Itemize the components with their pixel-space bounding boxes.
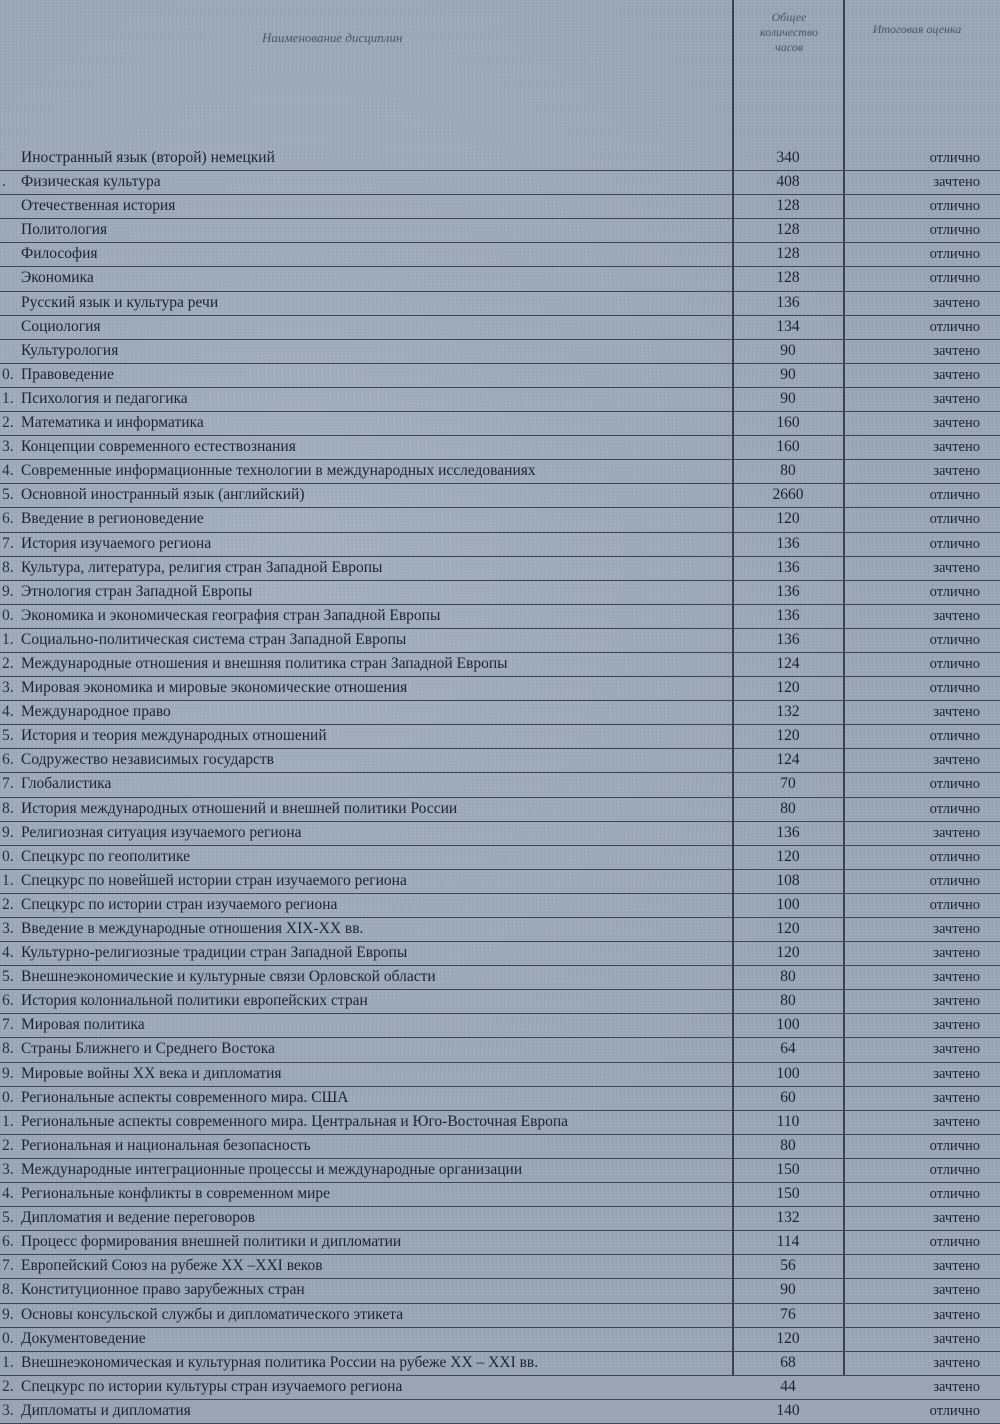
row-number: 6. [2,510,14,528]
total-hours: 128 [776,221,800,239]
table-row [0,605,1000,629]
row-number: 7. [2,534,14,552]
final-grade: отлично [929,487,980,504]
discipline-name: Внешнеэкономические и культурные связи Орловской области [21,968,436,986]
discipline-name: Культура, литература, религия стран Западной Европы [21,558,383,576]
row-number: 1. [2,871,14,889]
total-hours: 150 [776,1160,800,1178]
total-hours: 120 [776,510,800,528]
discipline-name: Страны Ближнего и Среднего Востока [21,1040,275,1058]
total-hours: 44 [780,1377,796,1395]
row-number: 3. [2,679,14,697]
total-hours: 120 [776,920,800,937]
discipline-name: Спецкурс по геополитике [21,847,191,865]
final-grade: зачтено [933,439,980,456]
final-grade: отлично [929,776,980,793]
row-number: 6. [2,992,14,1010]
discipline-name: Мировая экономика и мировые экономические отношения [21,679,408,697]
discipline-name: Иностранный язык (второй) немецкий [21,149,275,166]
total-hours: 136 [776,558,800,576]
table-row [0,798,1000,822]
row-number: 9. [2,582,14,600]
final-grade: зачтено [933,1065,980,1082]
discipline-name: Дипломаты и дипломатия [21,1401,191,1419]
discipline-name: Русский язык и культура речи [21,293,219,311]
row-number: 9. [2,823,14,841]
table-row [0,508,1000,532]
final-grade: зачтено [933,1089,980,1106]
final-grade: зачтено [933,1354,980,1371]
discipline-name: Дипломатия и ведение переговоров [21,1209,256,1227]
table-row [0,340,1000,364]
row-number: 3. [2,1160,14,1178]
row-number: 1. [2,1112,14,1130]
row-number: 1. [2,389,14,407]
total-hours: 56 [780,1257,796,1275]
total-hours: 108 [776,871,800,889]
table-row [0,918,1000,942]
total-hours: 80 [780,992,796,1010]
final-grade: зачтено [933,921,980,937]
table-row [0,1328,1000,1352]
final-grade: зачтено [933,463,980,480]
table-row [0,966,1000,990]
discipline-name: Международные отношения и внешняя политика стран Западной Европы [21,654,508,672]
discipline-name: Спецкурс по новейшей истории стран изучаемого региона [21,871,407,889]
table-row [0,1376,1000,1400]
final-grade: зачтено [933,415,980,432]
final-grade: отлично [929,198,980,215]
discipline-name: Политология [21,221,108,239]
final-grade: отлично [929,1402,980,1419]
total-hours: 76 [780,1305,796,1323]
row-number: 1. [2,630,14,648]
table-row [0,894,1000,918]
final-grade: отлично [929,1161,980,1178]
table-row [0,388,1000,412]
discipline-name: Региональная и национальная безопасность [21,1136,311,1154]
row-number: 8. [2,1040,14,1058]
total-hours: 136 [776,534,800,552]
row-number: 1. [2,1353,14,1371]
table-row [0,1207,1000,1231]
discipline-name: Социология [21,317,101,335]
row-number: 0. [2,847,14,865]
discipline-name: Глобалистика [21,775,112,793]
table-row [0,942,1000,966]
discipline-name: Мировые войны XX века и дипломатия [21,1064,282,1082]
row-number: 6. [2,1233,14,1251]
row-number: 0. [2,1088,14,1106]
row-number: 2. [2,1377,14,1395]
discipline-name: Региональные аспекты современного мира. США [21,1088,349,1106]
total-hours: 128 [776,197,800,215]
final-grade: зачтено [933,174,980,191]
row-number: 5. [2,486,14,504]
discipline-name: Введение в международные отношения XIX-XX вв. [21,920,364,937]
final-grade: отлично [929,318,980,335]
table-row [0,1014,1000,1038]
row-number: 2. [2,414,14,432]
discipline-name: Международные интеграционные процессы и международные организации [21,1160,523,1178]
final-grade: отлично [929,222,980,239]
row-number: 7. [2,1257,14,1275]
table-row [0,364,1000,388]
total-hours: 136 [776,630,800,648]
total-hours: 136 [776,582,800,600]
table-row [0,870,1000,894]
table-row [0,653,1000,677]
total-hours: 80 [780,968,796,986]
discipline-name: Экономика и экономическая география стран Западной Европы [21,606,441,624]
total-hours: 128 [776,269,800,287]
total-hours: 68 [780,1353,796,1371]
table-row [0,1352,1000,1376]
row-number: 7. [2,1016,14,1034]
final-grade: отлично [929,535,980,552]
table-row [0,460,1000,484]
table-row [0,1183,1000,1207]
row-number: 4. [2,1185,14,1203]
row-number: 9. [2,1305,14,1323]
discipline-name: История колониальной политики европейских стран [21,992,368,1010]
final-grade: отлично [929,511,980,528]
discipline-name: Введение в регионоведение [21,510,204,528]
table-row [0,243,1000,267]
table-row [0,1111,1000,1135]
total-hours: 408 [776,173,800,191]
table-row [0,292,1000,316]
discipline-name: Психология и педагогика [21,389,188,407]
row-number: 0. [2,606,14,624]
total-hours: 90 [780,389,796,407]
total-hours: 128 [776,245,800,263]
final-grade: отлично [929,246,980,263]
table-row [0,1159,1000,1183]
final-grade: отлично [929,680,980,697]
final-grade: отлично [929,270,980,287]
total-hours: 80 [780,1136,796,1154]
discipline-name: Отечественная история [21,197,176,215]
final-grade: зачтено [933,704,980,721]
table-header [0,0,1000,150]
final-grade: отлично [929,1137,980,1154]
discipline-name: Мировая политика [21,1016,145,1034]
total-hours: 2660 [772,486,804,504]
table-row [0,1255,1000,1279]
table-row [0,822,1000,846]
final-grade: отлично [929,848,980,865]
discipline-name: Международное право [21,703,171,721]
final-grade: отлично [929,631,980,648]
row-number: 5. [2,968,14,986]
discipline-name: История международных отношений и внешней политики России [21,799,458,817]
row-number: 8. [2,799,14,817]
final-grade: зачтено [933,559,980,576]
table-row [0,1087,1000,1111]
total-hours: 150 [776,1185,800,1203]
total-hours: 70 [780,775,796,793]
discipline-name: Культурология [21,341,119,359]
discipline-name: Документоведение [21,1329,146,1347]
row-number: 4. [2,944,14,962]
table-row [0,701,1000,725]
total-hours: 100 [776,895,800,913]
row-number: 3. [2,920,14,937]
discipline-name: Современные информационные технологии в международных исследованиях [21,462,536,480]
final-grade: зачтено [933,969,980,986]
discipline-name: Конституционное право зарубежных стран [21,1281,305,1299]
table-row [0,484,1000,508]
total-hours: 132 [776,703,800,721]
final-grade: зачтено [933,945,980,962]
total-hours: 120 [776,847,800,865]
row-number: 5. [2,1209,14,1227]
table-row [0,1279,1000,1303]
discipline-name: Внешнеэкономическая и культурная политика России на рубеже XX – XXI вв. [21,1353,539,1371]
row-number: 0. [2,1329,14,1347]
table-row [0,171,1000,195]
final-grade: отлично [929,872,980,889]
total-hours: 134 [776,317,800,335]
table-row [0,773,1000,797]
final-grade: зачтено [933,1306,980,1323]
total-hours: 132 [776,1209,800,1227]
total-hours: 136 [776,823,800,841]
table-row [0,990,1000,1014]
discipline-name: Региональные конфликты в современном мире [21,1185,331,1203]
total-hours: 64 [780,1040,796,1058]
discipline-name: Этнология стран Западной Европы [21,582,253,600]
row-number: 9. [2,1064,14,1082]
total-hours: 90 [780,1281,796,1299]
total-hours: 80 [780,799,796,817]
table-row [0,1038,1000,1062]
final-grade: зачтено [933,1113,980,1130]
table-row [0,533,1000,557]
final-grade: зачтено [933,390,980,407]
total-hours: 120 [776,727,800,745]
total-hours: 340 [776,149,800,166]
discipline-name: Правоведение [21,365,114,383]
table-row [0,1063,1000,1087]
table-row [0,267,1000,291]
table-row [0,1304,1000,1328]
final-grade: зачтено [933,752,980,769]
discipline-name: Концепции современного естествознания [21,438,296,456]
final-grade: зачтено [933,294,980,311]
row-number: 3. [2,438,14,456]
table-row [0,1231,1000,1255]
total-hours: 124 [776,654,800,672]
row-number: 5. [2,727,14,745]
final-grade: зачтено [933,342,980,359]
row-number: 4. [2,703,14,721]
header-discipline: Наименование дисциплин [262,30,403,45]
total-hours: 160 [776,414,800,432]
final-grade: зачтено [933,1041,980,1058]
discipline-name: История изучаемого региона [21,534,212,552]
final-grade: отлично [929,728,980,745]
final-grade: отлично [929,583,980,600]
final-grade: зачтено [933,1258,980,1275]
total-hours: 124 [776,751,800,769]
row-number: 8. [2,558,14,576]
total-hours: 136 [776,293,800,311]
row-number: 4. [2,462,14,480]
final-grade: зачтено [933,1330,980,1347]
discipline-name: Социально-политическая система стран Западной Европы [21,630,407,648]
total-hours: 120 [776,679,800,697]
total-hours: 90 [780,341,796,359]
final-grade: зачтено [933,1210,980,1227]
discipline-name: Региональные аспекты современного мира. Центральная и Юго-Восточная Европа [21,1112,569,1130]
table-row [0,581,1000,605]
discipline-name: Экономика [21,269,94,287]
table-row [0,316,1000,340]
discipline-name: Основной иностранный язык (английский) [21,486,305,504]
discipline-name: Математика и информатика [21,414,204,432]
total-hours: 80 [780,462,796,480]
row-number: 7. [2,775,14,793]
discipline-name: Религиозная ситуация изучаемого региона [21,823,302,841]
total-hours: 110 [776,1112,800,1130]
table-row [0,749,1000,773]
row-number: 2. [2,895,14,913]
discipline-name: Основы консульской службы и дипломатического этикета [21,1305,404,1323]
header-hours: Общее количество часов [759,10,819,54]
row-number: 3. [2,1401,14,1419]
table-row [0,725,1000,749]
table-row [0,1400,1000,1424]
total-hours: 120 [776,944,800,962]
discipline-name: Европейский Союз на рубеже XX –XXI веков [21,1257,323,1275]
discipline-name: Спецкурс по истории стран изучаемого региона [21,895,338,913]
final-grade: зачтено [933,1378,980,1395]
total-hours: 140 [776,1401,800,1419]
final-grade: зачтено [933,366,980,383]
total-hours: 100 [776,1064,800,1082]
total-hours: 136 [776,606,800,624]
final-grade: зачтено [933,607,980,624]
total-hours: 90 [780,365,796,383]
total-hours: 114 [776,1233,800,1251]
final-grade: отлично [929,800,980,817]
total-hours: 100 [776,1016,800,1034]
table-row [0,195,1000,219]
table-row [0,557,1000,581]
total-hours: 120 [776,1329,800,1347]
table-row [0,846,1000,870]
final-grade: зачтено [933,1282,980,1299]
row-number: . [2,173,6,191]
table-row [0,147,1000,171]
discipline-name: Философия [21,245,98,263]
discipline-name: История и теория международных отношений [21,727,327,745]
discipline-name: Физическая культура [21,173,161,191]
discipline-table-body [0,147,1000,1424]
table-row [0,219,1000,243]
discipline-name: Спецкурс по истории культуры стран изучаемого региона [21,1377,403,1395]
discipline-name: Культурно-религиозные традиции стран Западной Европы [21,944,408,962]
final-grade: отлично [929,896,980,913]
table-row [0,436,1000,460]
final-grade: отлично [929,150,980,166]
table-row [0,1135,1000,1159]
discipline-name: Содружество независимых государств [21,751,274,769]
final-grade: зачтено [933,824,980,841]
final-grade: отлично [929,655,980,672]
final-grade: зачтено [933,1017,980,1034]
final-grade: отлично [929,1186,980,1203]
row-number: 0. [2,365,14,383]
total-hours: 160 [776,438,800,456]
final-grade: зачтено [933,993,980,1010]
table-row [0,629,1000,653]
final-grade: отлично [929,1234,980,1251]
header-grade: Итоговая оценка [872,22,962,36]
table-row [0,677,1000,701]
table-row [0,412,1000,436]
row-number: 2. [2,654,14,672]
discipline-name: Процесс формирования внешней политики и дипломатии [21,1233,402,1251]
row-number: 8. [2,1281,14,1299]
total-hours: 60 [780,1088,796,1106]
row-number: 6. [2,751,14,769]
row-number: 2. [2,1136,14,1154]
